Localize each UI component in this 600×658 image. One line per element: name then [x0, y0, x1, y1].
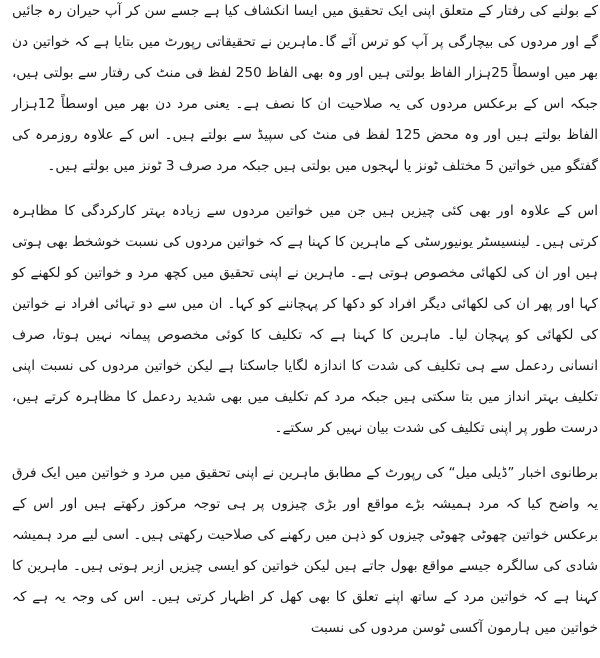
article-body	[12, 0, 598, 658]
article-paragraph-2: اس کے علاوہ اور بھی کئی چیزیں ہیں جن میں خواتین مردوں سے زیادہ بہتر کارکردگی کا مظاہرہ کرتی ہیں۔ لینسیسٹر یونیورسٹی کے ماہرین کا کہنا ہے کہ خواتین مردوں کی نسبت خوشخط بھی ہوتی ہیں اور ان کی لکھائی مخصوص ہوتی ہے۔ ماہرین نے اپنی تحقیق میں کچھ مرد و خواتین کو لکھنے کو کہا اور پھر ان کی لکھائی دیگر افراد کو دکھا کر پہچاننے کو کہا۔ ان میں سے دو تہائی افراد نے خواتین کی لکھائی کو پہچان لیا۔ ماہرین کا کہنا ہے کہ تکلیف کا کوئی مخصوص پیمانہ نہیں ہوتا، صرف انسانی ردعمل سے ہی تکلیف کی شدت کا اندازہ لگایا جاسکتا ہے لیکن خواتین مردوں کی نسبت اپنی تکلیف بہتر انداز میں بتا سکتی ہیں جبکہ مرد کم تکلیف میں بھی شدید ردعمل کا مظاہرہ کرتے ہیں، درست طور پر اپنی تکلیف کی شدت بیان نہیں کر سکتے۔	[12, 203, 598, 436]
article-paragraph-1: کے بولنے کی رفتار کے متعلق اپنی ایک تحقیق میں ایسا انکشاف کیا ہے جسے سن کر آپ حیران رہ جائیں گے اور مردوں کی بیچارگی پر آپ کو ترس آئے گا۔ماہرین نے تحقیقاتی رپورٹ میں بتایا ہے کہ خواتین دن بھر میں اوسطاً 25ہزار الفاظ بولتی ہیں اور وہ بھی الفاظ 250 لفظ فی منٹ کی رفتار سے بولتی ہیں، جبکہ اس کے برعکس مردوں کی یہ صلاحیت ان کا نصف ہے۔ یعنی مرد دن بھر میں اوسطاً 12ہزار الفاظ بولتے ہیں اور وہ محض 125 لفظ فی منٹ کی سپیڈ سے بولتے ہیں۔ اس کے علاوہ روزمرہ کی گفتگو میں خواتین 5 مختلف ٹونز یا لہجوں میں بولتی ہیں جبکہ مرد صرف 3 ٹونز میں بولتے ہیں۔	[12, 3, 598, 174]
article-paragraph-3: برطانوی اخبار ”ڈیلی میل“ کی رپورٹ کے مطابق ماہرین نے اپنی تحقیق میں مرد و خواتین میں ایک فرق یہ واضح کیا کہ مرد ہمیشہ بڑے مواقع اور بڑی چیزوں پر ہی توجہ مرکوز رکھتے ہیں اور اس کے برعکس خواتین چھوٹی چھوٹی چیزوں کو ذہن میں رکھنے کی صلاحیت رکھتی ہیں۔ اسی لیے مرد ہمیشہ شادی کی سالگرہ جیسے مواقع بھول جاتے ہیں لیکن خواتین کو ایسی چیزیں ازبر ہوتی ہیں۔ ماہرین کا کہنا ہے کہ خواتین مرد کے ساتھ اپنے تعلق کا بھی کھل کر اظہار کرتی ہیں۔ اس کی وجہ یہ ہے کہ خواتین میں ہارمون آکسی ٹوسن مردوں کی نسبت	[12, 465, 598, 636]
